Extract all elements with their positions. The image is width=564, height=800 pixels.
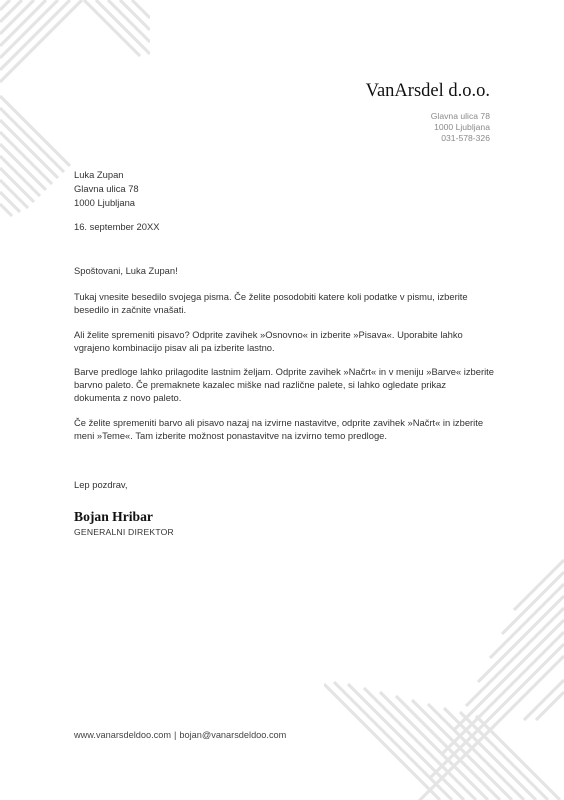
paragraph-3: Barve predloge lahko prilagodite lastnim željam. Odprite zavihek »Načrt« in v meniju »Barve« izberite barvno paleto. Če premaknete kazalec miške nad različne palete, si lahko ogledate prikaz dokumenta z novo paleto.: [74, 366, 494, 404]
footer: [74, 730, 286, 740]
footer-separator: |: [174, 730, 177, 740]
paragraph-4: Če želite spremeniti barvo ali pisavo nazaj na izvirne nastavitve, odprite zavihek »Načrt« in izberite meni »Teme«. Tam izberite možnost ponastavitve na izvirno temo predloge.: [74, 416, 484, 441]
letter-body: [74, 264, 494, 453]
footer-email: bojan@vanarsdeldoo.com: [179, 730, 287, 740]
recipient-street: Glavna ulica 78: [74, 183, 139, 194]
company-city: 1000 Ljubljana: [434, 122, 490, 132]
recipient-city: 1000 Ljubljana: [74, 197, 135, 208]
company-street: Glavna ulica 78: [430, 111, 490, 121]
company-name: VanArsdel d.o.o.: [365, 81, 490, 101]
recipient-block: [74, 168, 139, 210]
letter-date: 16. september 20XX: [74, 221, 160, 232]
company-phone: 031-578-326: [441, 133, 490, 143]
paragraph-2: Ali želite spremeniti pisavo? Odprite zavihek »Osnovno« in izberite »Pisava«. Uporabite lahko vgrajeno kombinacijo pisav ali pa izberite lastno.: [74, 328, 463, 353]
paragraph-1: Tukaj vnesite besedilo svojega pisma. Če želite posodobiti katere koli podatke v pismu, izberite besedilo in začnite vnašati.: [74, 291, 468, 316]
signer-name: Bojan Hribar: [74, 509, 153, 524]
footer-website: www.vanarsdeldoo.com: [74, 730, 172, 740]
recipient-name: Luka Zupan: [74, 169, 124, 180]
signer-title: GENERALNI DIREKTOR: [74, 527, 174, 537]
bottom-right-line-pattern: [324, 550, 564, 800]
sender-block: [366, 80, 490, 144]
closing: Lep pozdrav,: [74, 479, 128, 490]
greeting: Spoštovani, Luka Zupan!: [74, 265, 178, 276]
